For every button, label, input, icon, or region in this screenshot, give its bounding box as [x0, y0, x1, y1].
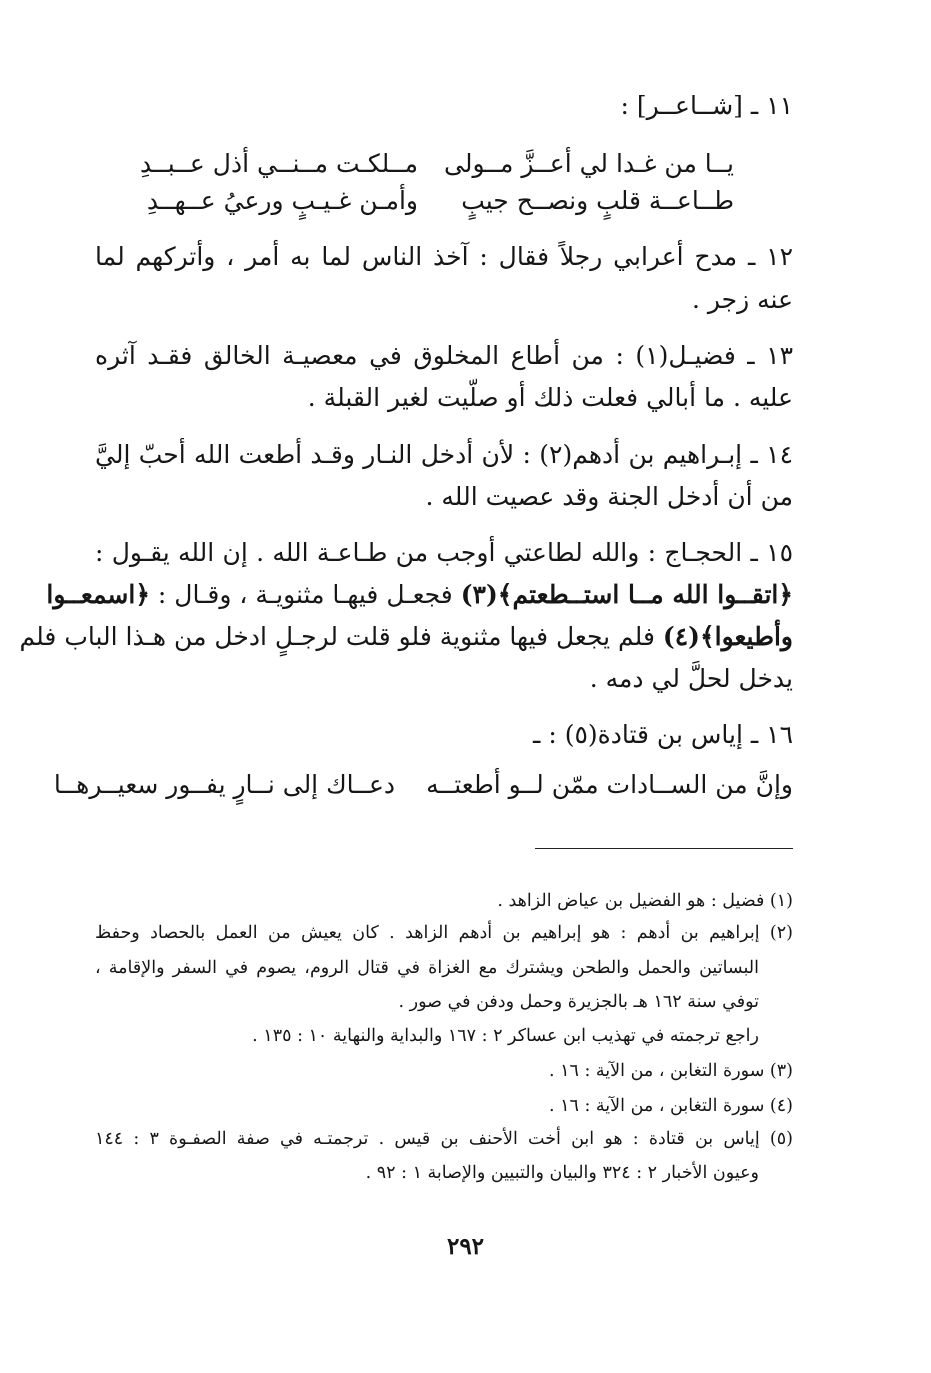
verse-hemistich-right: طــاعــة قلبٍ ونصــح جيبٍ: [461, 186, 734, 215]
footnote-3: (٣) سورة التغابن ، من الآية : ١٦ .: [548, 1061, 793, 1081]
page-number: ٢٩٢: [446, 1233, 485, 1260]
footnote-separator: [535, 848, 793, 849]
entry-15-line-2: [46, 577, 793, 613]
entry-15-line-3: [19, 619, 793, 655]
footnote-2-line-4: راجع ترجمته في تهذيب ابن عساكر ٢ : ١٦٧ والبداية والنهاية ١٠ : ١٣٥ .: [252, 1026, 759, 1046]
quran-quote: ﴿اتقــوا الله مــا استــطعتم﴾(٣): [460, 580, 793, 609]
verse-hemistich-right: يــا من غـدا لي أعــزَّ مــولى: [443, 149, 734, 178]
verse-hemistich-right: وإنَّ من الســادات ممّن لــو أطعتــه: [426, 770, 793, 799]
quran-quote: ﴿اسمعــوا: [46, 580, 150, 609]
entry-15-text: فلم يجعل فيها مثنوية فلو قلت لرجـلٍ ادخل من هـذا الباب فلم: [19, 622, 663, 651]
entry-11-verse-1: [139, 146, 734, 182]
entry-12-line-2: عنه زجر .: [691, 285, 793, 314]
footnote-2-line-2: البساتين والحمل والطحن ويشترك مع الغزاة في قتال الروم، يصوم في السفر والإقامة ،: [95, 958, 759, 978]
entry-12-line-1: ١٢ ـ مدح أعرابي رجلاً فقال : آخذ الناس لما به أمر ، وأتركهم لما: [95, 242, 793, 271]
footnote-4: (٤) سورة التغابن ، من الآية : ١٦ .: [548, 1096, 793, 1116]
entry-14-line-1: ١٤ ـ إبـراهيم بن أدهم(٢) : لأن أدخل النـار وقـد أطعت الله أحبّ إليَّ: [95, 440, 793, 469]
footnote-5-line-1: (٥) إياس بن قتادة : هو ابن أخت الأحنف بن قيس . ترجمتـه في صفة الصفـوة ٣ : ١٤٤: [95, 1129, 793, 1149]
entry-11-verse-2: [146, 183, 734, 219]
entry-15-line-4: يدخل لحلَّ لي دمه .: [589, 664, 793, 693]
entry-13-line-1: ١٣ ـ فضيـل(١) : من أطاع المخلوق في معصيـة الخالق فقـد آثره: [95, 341, 793, 370]
entry-15-text: فجعـل فيهـا مثنويـة ، وقـال :: [149, 580, 461, 609]
quran-quote: وأطيعوا﴾(٤): [662, 622, 793, 651]
footnote-1: (١) فضيل : هو الفضيل بن عياض الزاهد .: [497, 891, 793, 911]
entry-16-heading: ١٦ ـ إياس بن قتادة(٥) : ـ: [533, 720, 793, 749]
entry-15-line-1: ١٥ ـ الحجـاج : والله لطاعتي أوجب من طـاعـة الله . إن الله يقـول :: [95, 538, 793, 567]
verse-hemistich-left: وأمـن غـيـبٍ ورعيُ عــهــدِ: [146, 186, 418, 215]
entry-16-verse: [53, 767, 793, 803]
footnote-2-line-3: توفي سنة ١٦٢ هـ بالجزيرة وحمل ودفن في صور .: [398, 992, 759, 1012]
footnote-2-line-1: (٢) إبراهيم بن أدهم : هو إبراهيم بن أدهم الزاهد . كان يعيش من العمل بالحصاد وحفظ: [95, 923, 793, 943]
footnote-5-line-2: وعيون الأخبار ٢ : ٣٢٤ والبيان والتبيين والإصابة ١ : ٩٢ .: [365, 1163, 759, 1183]
entry-14-line-2: من أن أدخل الجنة وقد عصيت الله .: [425, 482, 793, 511]
verse-hemistich-left: مــلكـت مــنــي أذل عــبــدِ: [139, 149, 418, 178]
verse-hemistich-left: دعــاك إلى نــارٍ يفــور سعيــرهــا: [53, 770, 395, 799]
entry-13-line-2: عليه . ما أبالي فعلت ذلك أو صلّيت لغير القبلة .: [307, 383, 793, 412]
entry-11-heading: ١١ ـ [شــاعــر] :: [620, 91, 793, 120]
